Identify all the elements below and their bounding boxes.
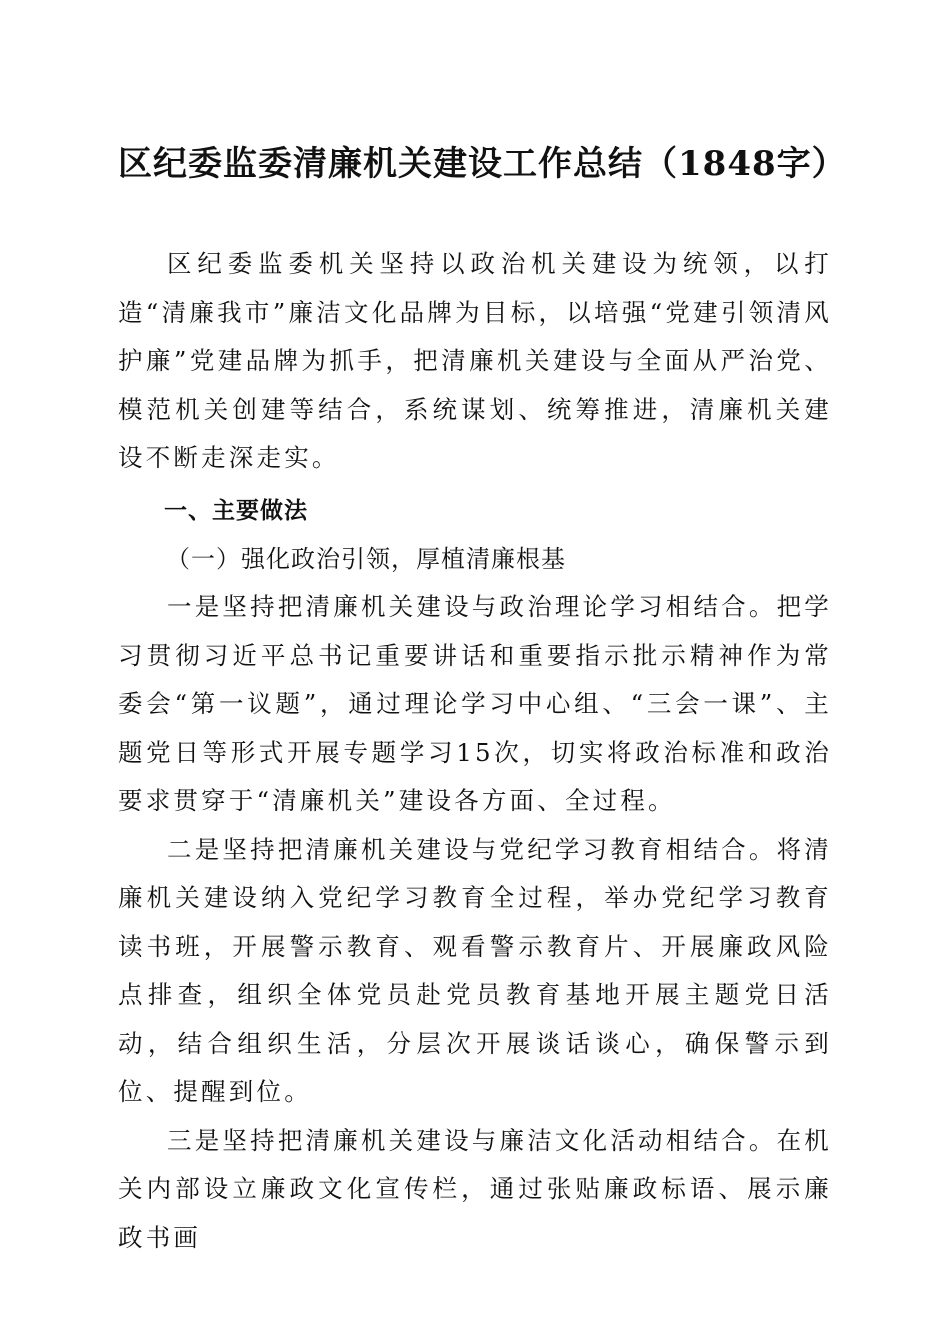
body-paragraph-2: 二是坚持把清廉机关建设与党纪学习教育相结合。将清廉机关建设纳入党纪学习教育全过程，举办党纪学习教育读书班，开展警示教育、观看警示教育片、开展廉政风险点排查，组织全体党员赴党员教育基地开展主题党日活动，结合组织生活，分层次开展谈话谈心，确保警示到位、提醒到位。 bbox=[118, 834, 832, 1106]
section-heading-main-practices: 一、主要做法 bbox=[164, 497, 308, 524]
body-paragraph-1: 一是坚持把清廉机关建设与政治理论学习相结合。把学习贯彻习近平总书记重要讲话和重要指示批示精神作为常委会“第一议题”，通过理论学习中心组、“三会一课”、主题党日等形式开展专题学习15次，切实将政治标准和政治要求贯穿于“清廉机关”建设各方面、全过程。 bbox=[118, 592, 832, 815]
document-title: 区纪委监委清廉机关建设工作总结（1848字） bbox=[118, 144, 847, 184]
intro-paragraph: 区纪委监委机关坚持以政治机关建设为统领，以打造“清廉我市”廉洁文化品牌为目标，以培强“党建引领清风护廉”党建品牌为抓手，把清廉机关建设与全面从严治党、模范机关创建等结合，系统谋划、统筹推进，清廉机关建设不断走深走实。 bbox=[118, 249, 832, 472]
document-body bbox=[118, 240, 832, 1262]
subsection-heading-political-guidance: （一）强化政治引领，厚植清廉根基 bbox=[166, 544, 566, 573]
body-paragraph-3: 三是坚持把清廉机关建设与廉洁文化活动相结合。在机关内部设立廉政文化宣传栏，通过张贴廉政标语、展示廉政书画 bbox=[118, 1125, 832, 1252]
